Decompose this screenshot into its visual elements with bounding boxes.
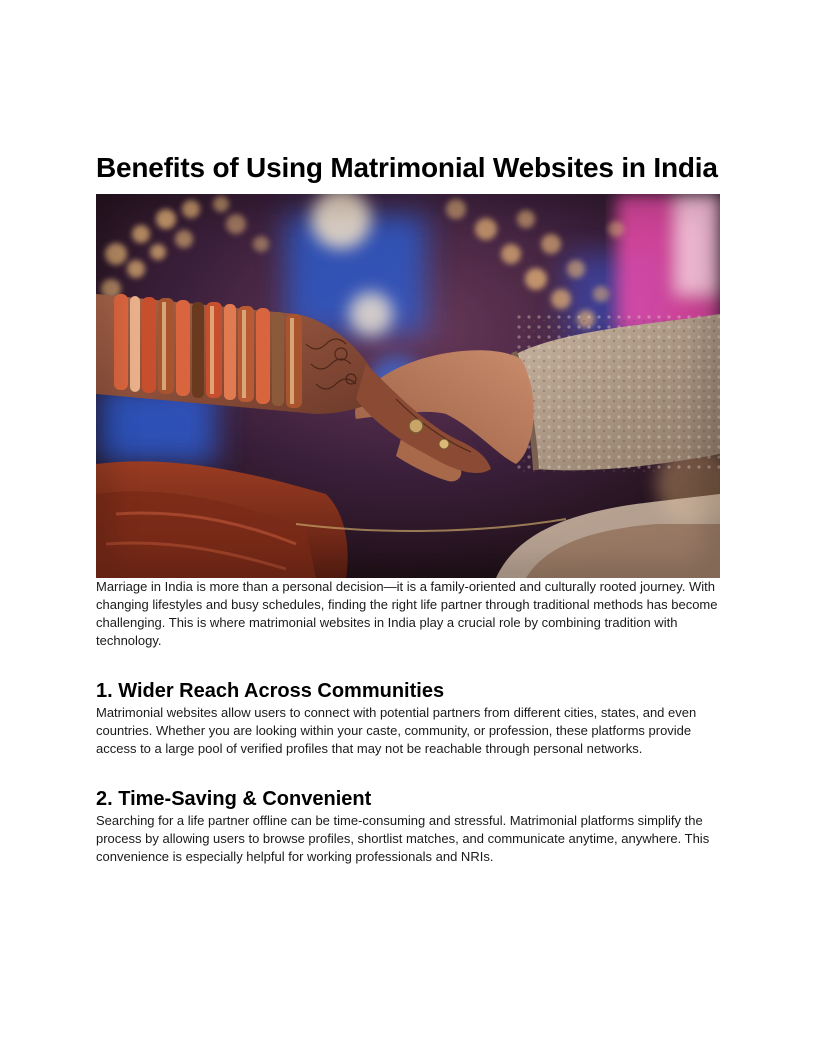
wedding-handshake-photo-icon <box>96 194 720 578</box>
section-heading-wider-reach: 1. Wider Reach Across Communities <box>96 680 445 702</box>
document-page <box>96 150 720 866</box>
section-text-time-saving: Searching for a life partner offline can be time-consuming and stressful. Matrimonial platforms simplify the process by allowing users to browse profiles, shortlist matches, and communicate anytime, anywhere. This convenience is especially helpful for working professionals and NRIs. <box>96 813 710 864</box>
page-title: Benefits of Using Matrimonial Websites in India <box>96 152 718 183</box>
intro-paragraph: Marriage in India is more than a personal decision—it is a family-oriented and culturally rooted journey. With changing lifestyles and busy schedules, finding the right life partner through traditional methods has become challenging. This is where matrimonial websites in India play a crucial role by combining tradition with technology. <box>96 579 718 648</box>
section-text-wider-reach: Matrimonial websites allow users to connect with potential partners from different cities, states, and even countries. Whether you are looking within your caste, community, or profession, these platforms provide access to a large pool of verified profiles that may not be reachable through personal networks. <box>96 705 697 756</box>
wedding-handshake-photo <box>96 194 720 578</box>
section-heading-time-saving: 2. Time-Saving & Convenient <box>96 788 372 810</box>
